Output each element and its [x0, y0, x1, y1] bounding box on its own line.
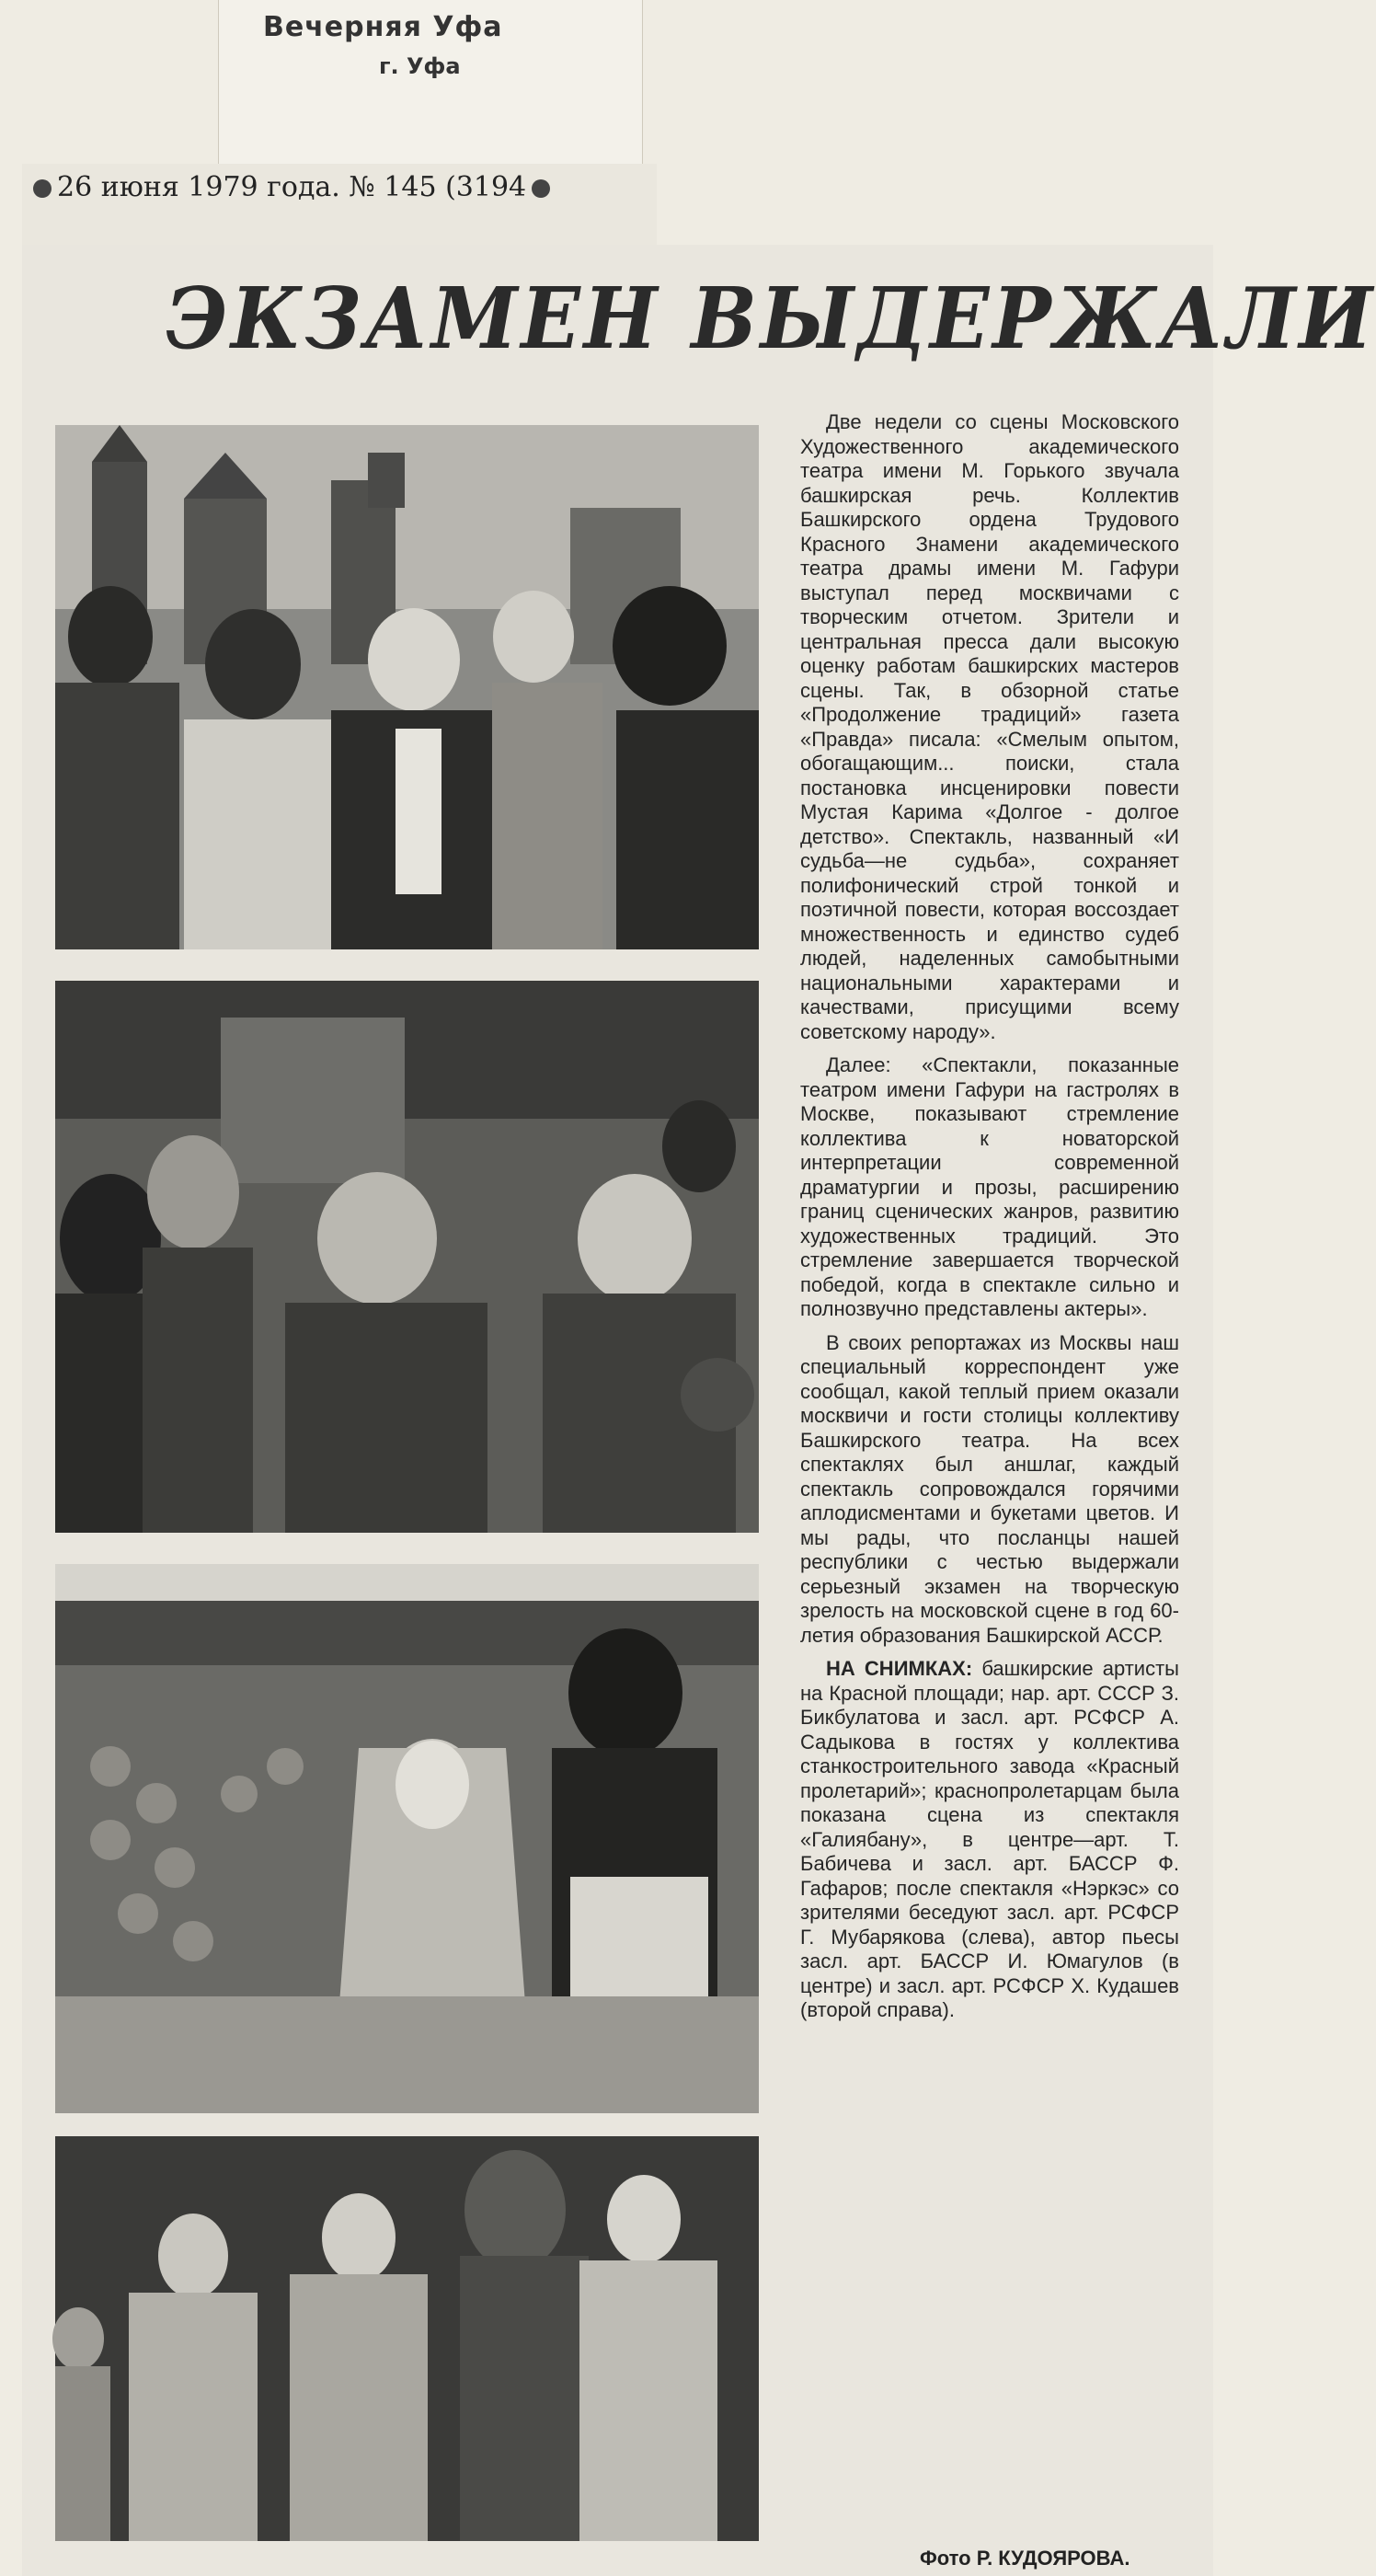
newspaper-name: Вечерняя Уфа — [263, 11, 503, 43]
photo-stage-scene — [55, 1564, 759, 2113]
photo-factory-visit — [55, 981, 759, 1533]
paragraph: В своих репортажах из Москвы наш специальный корреспондент уже сообщал, какой теплый прием оказали москвичи и гости столицы коллективу Башкирского театра. На всех спектаклях был аншлаг, каждый спектакль сопровождался горячими аплодисментами и букетами цветов. И мы рады, что посланцы нашей республики с честью выдержали серьезный экзамен на творческую зрелость на московской сцене в год 60-летия образования Башкирской АССР. — [800, 1330, 1179, 1647]
paragraph: Две недели со сцены Московского Художественного академического театра имени М. Горького звучала башкирская речь. Коллектив Башкирского ордена Трудового Красного Знамени академического театра драмы имени М. Гафури выступал перед москвичами с творческим отчетом. Зрители и центральная пресса дали высокую оценку работам башкирских мастеров сцены. Так, в обзорной статье «Продолжение традиций» газета «Правда» писала: «Смелым опытом, обогащающим... поиски, стала постановка инсценировки повести Мустая Карима «Долгое - долгое детство». Спектакль, названный «И судьба—не судьба», сохраняет полифонический строй тонкой и поэтичной повести, которая воссоздает множественность и единство судеб людей, наделенных самобытными национальными характерами и качествами, присущими всему советскому народу». — [800, 410, 1179, 1043]
captions-lead: НА СНИМКАХ: — [826, 1657, 973, 1680]
dateline — [28, 171, 556, 203]
photo-credit: Фото Р. КУДОЯРОВА. — [920, 2547, 1130, 2570]
dateline-text: 26 июня 1979 года. № 145 (3194 — [57, 171, 527, 203]
photo-red-square — [55, 425, 759, 949]
headline: ЭКЗАМЕН ВЫДЕРЖАЛИ — [166, 269, 1376, 368]
photo-captions — [800, 1657, 1179, 2023]
article-body — [800, 410, 1179, 2032]
paragraph: Далее: «Спектакли, показанные театром имени Гафури на гастролях в Москве, показывают стремление коллектива к новаторской интерпретации современной драматургии и прозы, расширению границ сценических жанров, развитию художественных традиций. Это стремление завершается творческой победой, когда в спектакле сильно и полнозвучно представлены актеры». — [800, 1053, 1179, 1320]
captions-text: башкирские артисты на Красной площади; нар. арт. СССР З. Бикбулатова и засл. арт. РСФСР А. Садыкова в гостях у коллектива станкостроительного завода «Красный пролетарий»; краснопролетарцам была показана сцена из спектакля «Галиябану», в центре—арт. Т. Бабичева и засл. арт. БАССР Ф. Гафаров; после спектакля «Нэркэс» со зрителями беседуют засл. арт. РСФСР Г. Мубарякова (слева), автор пьесы засл. арт. БАССР И. Юмагулов (в центре) и засл. арт. РСФСР Х. Кудашев (второй справа). — [800, 1657, 1179, 2021]
bullet-icon — [33, 179, 52, 198]
photo-post-show — [55, 2136, 759, 2541]
bullet-icon — [532, 179, 550, 198]
city-label: г. Уфа — [379, 53, 461, 79]
